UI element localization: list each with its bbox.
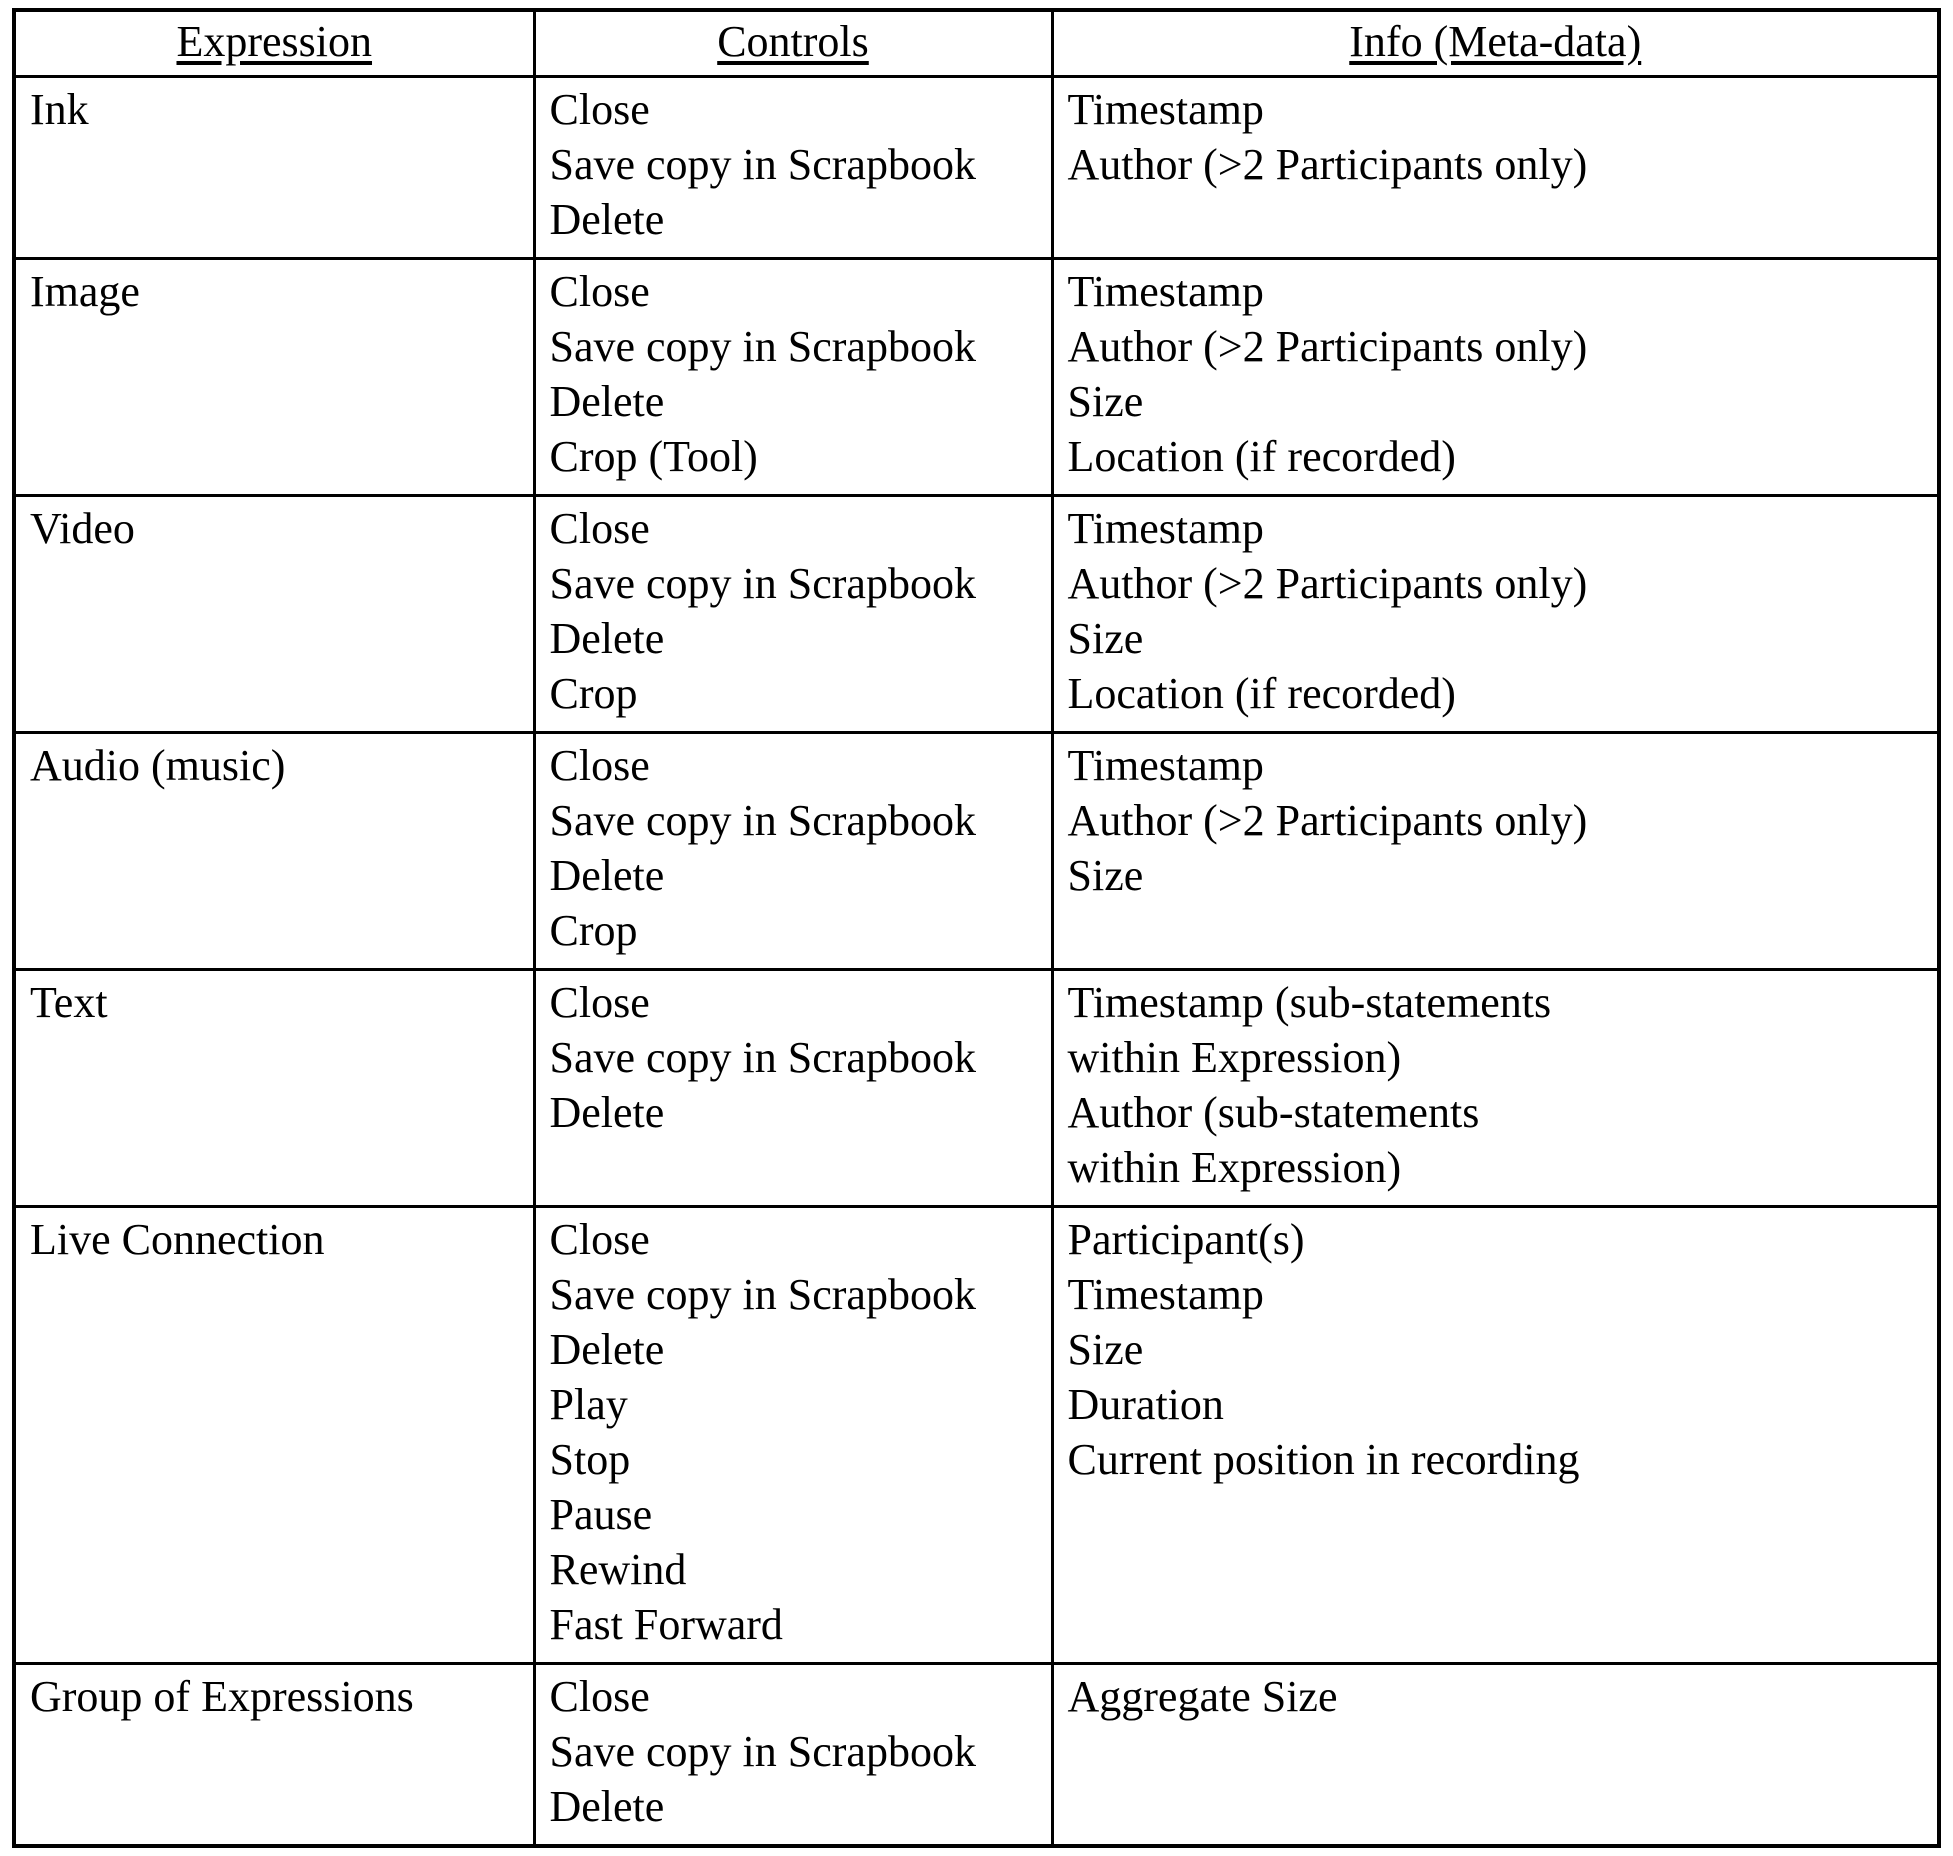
cell-line: Aggregate Size xyxy=(1067,1672,1338,1721)
table-row xyxy=(14,970,1939,1207)
cell-line: Stop xyxy=(549,1435,631,1484)
header-expression xyxy=(14,10,534,77)
controls-cell xyxy=(534,77,1052,259)
cell-line: Delete xyxy=(549,1088,665,1137)
expression-cell xyxy=(14,970,534,1207)
table-row xyxy=(14,1207,1939,1664)
cell-line: Crop (Tool) xyxy=(549,432,758,481)
expression-cell xyxy=(14,733,534,970)
cell-line: Location (if recorded) xyxy=(1067,669,1456,718)
cell-line: Save copy in Scrapbook xyxy=(549,140,976,189)
table-row xyxy=(14,1664,1939,1847)
header-label-expression: Expression xyxy=(176,17,373,66)
header-info xyxy=(1052,10,1939,77)
cell-line: Ink xyxy=(30,85,89,134)
info-cell xyxy=(1052,970,1939,1207)
cell-line: Timestamp xyxy=(1067,1270,1264,1319)
expression-cell xyxy=(14,1664,534,1847)
cell-line: Author (sub-statements xyxy=(1067,1088,1480,1137)
cell-line: Save copy in Scrapbook xyxy=(549,1270,976,1319)
cell-line: Delete xyxy=(549,1325,665,1374)
controls-cell xyxy=(534,1207,1052,1664)
cell-line: Timestamp xyxy=(1067,504,1264,553)
cell-line: within Expression) xyxy=(1067,1143,1402,1192)
cell-line: Close xyxy=(549,741,650,790)
header-row xyxy=(14,10,1939,77)
cell-line: Author (>2 Participants only) xyxy=(1067,140,1588,189)
cell-line: Timestamp xyxy=(1067,85,1264,134)
table-row xyxy=(14,77,1939,259)
cell-line: Author (>2 Participants only) xyxy=(1067,322,1588,371)
cell-line: Live Connection xyxy=(30,1215,325,1264)
controls-cell xyxy=(534,1664,1052,1847)
cell-line: Group of Expressions xyxy=(30,1672,414,1721)
cell-line: Size xyxy=(1067,851,1144,900)
cell-line: Crop xyxy=(549,669,638,718)
info-cell xyxy=(1052,1207,1939,1664)
table-row xyxy=(14,733,1939,970)
cell-line: Duration xyxy=(1067,1380,1224,1429)
expression-controls-table xyxy=(12,8,1941,1848)
header-label-controls: Controls xyxy=(717,17,869,66)
expression-cell xyxy=(14,77,534,259)
controls-cell xyxy=(534,970,1052,1207)
cell-line: Pause xyxy=(549,1490,653,1539)
expression-cell xyxy=(14,259,534,496)
cell-line: Close xyxy=(549,267,650,316)
controls-cell xyxy=(534,496,1052,733)
cell-line: Text xyxy=(30,978,108,1027)
cell-line: Timestamp xyxy=(1067,267,1264,316)
cell-line: Play xyxy=(549,1380,628,1429)
cell-line: within Expression) xyxy=(1067,1033,1402,1082)
cell-line: Video xyxy=(30,504,135,553)
header-controls xyxy=(534,10,1052,77)
cell-line: Close xyxy=(549,85,650,134)
cell-line: Close xyxy=(549,1215,650,1264)
cell-line: Location (if recorded) xyxy=(1067,432,1456,481)
cell-line: Save copy in Scrapbook xyxy=(549,559,976,608)
info-cell xyxy=(1052,496,1939,733)
expression-cell xyxy=(14,1207,534,1664)
cell-line: Timestamp (sub-statements xyxy=(1067,978,1552,1027)
info-cell xyxy=(1052,259,1939,496)
cell-line: Image xyxy=(30,267,140,316)
cell-line: Close xyxy=(549,1672,650,1721)
cell-line: Audio (music) xyxy=(30,741,286,790)
cell-line: Delete xyxy=(549,1782,665,1831)
table-body xyxy=(14,77,1939,1847)
cell-line: Delete xyxy=(549,377,665,426)
cell-line: Participant(s) xyxy=(1067,1215,1305,1264)
cell-line: Current position in recording xyxy=(1067,1435,1580,1484)
table-row xyxy=(14,259,1939,496)
info-cell xyxy=(1052,1664,1939,1847)
info-cell xyxy=(1052,77,1939,259)
cell-line: Delete xyxy=(549,851,665,900)
controls-cell xyxy=(534,259,1052,496)
cell-line: Size xyxy=(1067,614,1144,663)
cell-line: Close xyxy=(549,504,650,553)
cell-line: Size xyxy=(1067,377,1144,426)
expression-cell xyxy=(14,496,534,733)
cell-line: Save copy in Scrapbook xyxy=(549,1033,976,1082)
cell-line: Rewind xyxy=(549,1545,687,1594)
cell-line: Save copy in Scrapbook xyxy=(549,1727,976,1776)
cell-line: Delete xyxy=(549,195,665,244)
info-cell xyxy=(1052,733,1939,970)
cell-line: Author (>2 Participants only) xyxy=(1067,559,1588,608)
controls-cell xyxy=(534,733,1052,970)
cell-line: Save copy in Scrapbook xyxy=(549,322,976,371)
cell-line: Author (>2 Participants only) xyxy=(1067,796,1588,845)
cell-line: Timestamp xyxy=(1067,741,1264,790)
cell-line: Close xyxy=(549,978,650,1027)
cell-line: Crop xyxy=(549,906,638,955)
cell-line: Fast Forward xyxy=(549,1600,783,1649)
cell-line: Size xyxy=(1067,1325,1144,1374)
header-label-info: Info (Meta-data) xyxy=(1349,17,1642,66)
cell-line: Save copy in Scrapbook xyxy=(549,796,976,845)
table-row xyxy=(14,496,1939,733)
cell-line: Delete xyxy=(549,614,665,663)
